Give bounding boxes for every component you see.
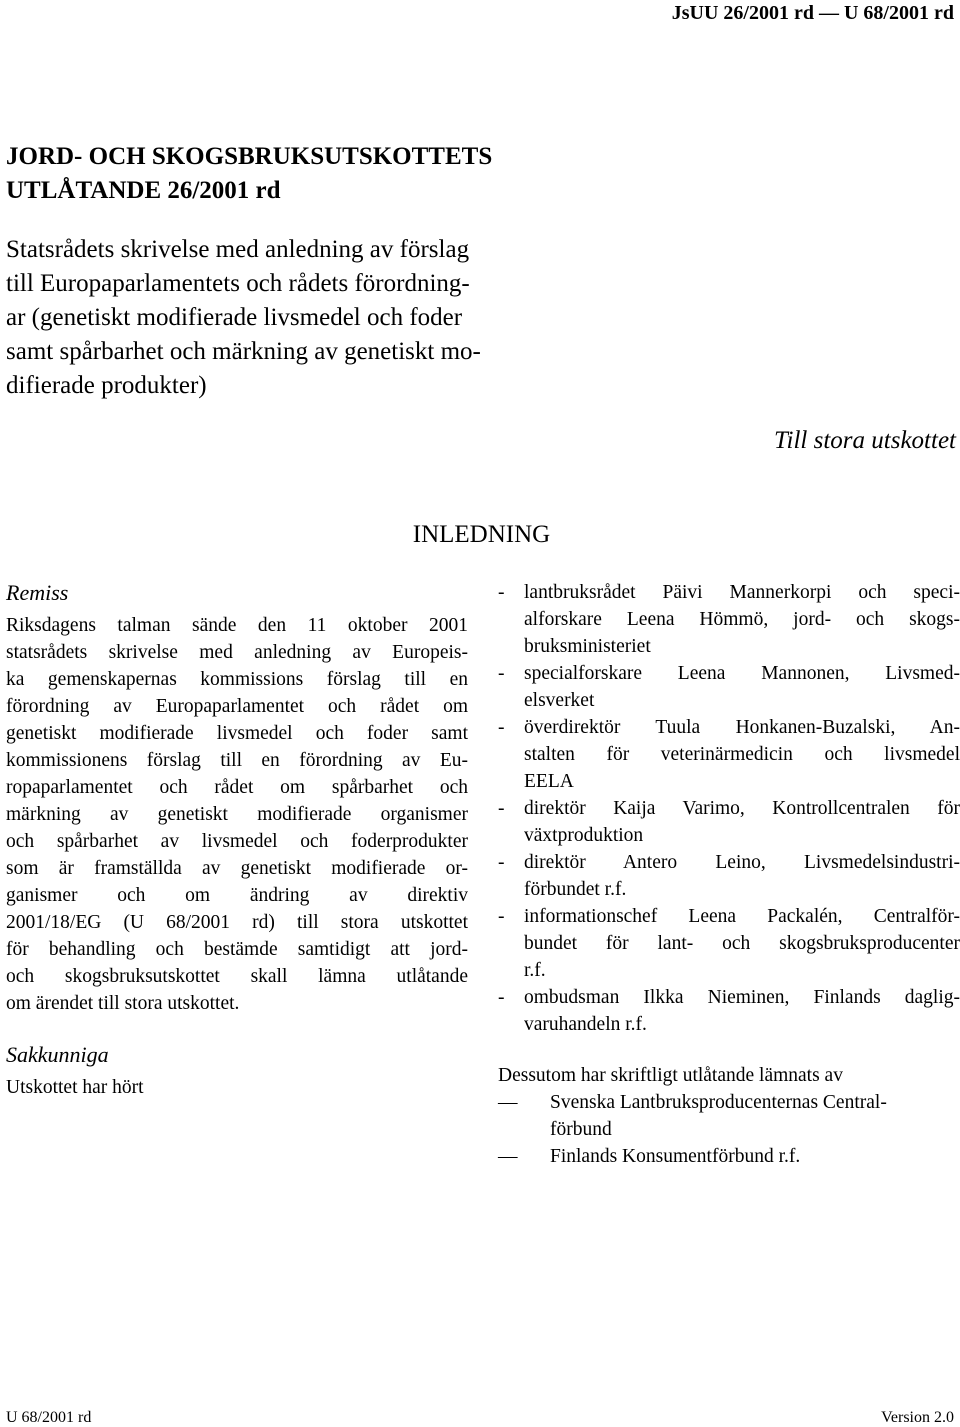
list-marker: - [498, 798, 505, 819]
paragraph-line: Riksdagens talman sände den 11 oktober 2001 [6, 615, 468, 636]
remiss-paragraph [6, 612, 468, 1017]
destination-committee: Till stora utskottet [774, 427, 956, 454]
item-line: lantbruksrådet Päivi Mannerkorpi och speci- [524, 582, 960, 603]
item-line: alforskare Leena Hömmö, jord- och skogs- [524, 609, 960, 630]
item-line: förbundet r.f. [524, 879, 627, 900]
item-line: växtproduktion [524, 825, 644, 846]
left-column [6, 579, 468, 1101]
expert-item [498, 579, 960, 660]
document-title [6, 140, 566, 208]
paragraph-line: kommissionens förslag till en förordning av Eu- [6, 750, 468, 771]
paragraph-line: ropaparlamentet och rådet om spårbarhet och [6, 777, 468, 798]
subtitle-line: samt spårbarhet och märkning av genetiskt mo- [6, 338, 481, 365]
item-line: förbund [550, 1119, 612, 1140]
paragraph-line: som är framställda av genetiskt modifierade or- [6, 858, 468, 879]
list-marker: - [498, 663, 505, 684]
title-line: UTLÅTANDE 26/2001 rd [6, 177, 281, 204]
item-line: bundet för lant- och skogsbruksproducenter [524, 933, 960, 954]
item-line: elsverket [524, 690, 595, 711]
sakkunniga-heading: Sakkunniga [6, 1042, 109, 1067]
paragraph-line: om ärendet till stora utskottet. [6, 993, 240, 1014]
expert-item [498, 903, 960, 984]
expert-item [498, 660, 960, 714]
item-line: Finlands Konsumentförbund r.f. [550, 1146, 801, 1167]
item-line: direktör Antero Leino, Livsmedelsindustri- [524, 852, 960, 873]
expert-item [498, 984, 960, 1038]
list-marker: - [498, 582, 505, 603]
expert-item [498, 714, 960, 795]
item-line: stalten för veterinärmedicin och livsmedel [524, 744, 960, 765]
written-statement-item [498, 1089, 960, 1143]
item-line: varuhandeln r.f. [524, 1014, 647, 1035]
spacer [6, 1017, 468, 1041]
subtitle-line: difierade produkter) [6, 372, 207, 399]
running-header: JsUU 26/2001 rd — U 68/2001 rd [671, 2, 954, 24]
paragraph-line: och skogsbruksutskottet skall lämna utlåtande [6, 966, 468, 987]
document-subtitle [6, 233, 566, 403]
right-column [498, 579, 960, 1170]
dash-marker: — [498, 1092, 518, 1113]
expert-item [498, 795, 960, 849]
subtitle-line: Statsrådets skrivelse med anledning av förslag [6, 236, 470, 263]
remiss-heading: Remiss [6, 580, 69, 605]
footer-document-id: U 68/2001 rd [6, 1409, 92, 1426]
subtitle-line: till Europaparlamentets och rådets förordning- [6, 270, 470, 297]
item-line: Svenska Lantbruksproducenternas Central- [550, 1092, 887, 1113]
paragraph-line: märkning av genetiskt modifierade organismer [6, 804, 468, 825]
item-line: specialforskare Leena Mannonen, Livsmed- [524, 663, 960, 684]
list-marker: - [498, 987, 505, 1008]
dash-marker: — [498, 1146, 518, 1167]
subtitle-line: ar (genetiskt modifierade livsmedel och foder [6, 304, 463, 331]
expert-item [498, 849, 960, 903]
item-line: ombudsman Ilkka Nieminen, Finlands daglig- [524, 987, 960, 1008]
paragraph-line: för behandling och bestämde samtidigt att jord- [6, 939, 468, 960]
paragraph-line: 2001/18/EG (U 68/2001 rd) till stora utskottet [6, 912, 468, 933]
item-line: överdirektör Tuula Honkanen-Buzalski, An- [524, 717, 960, 738]
paragraph-line: ka gemenskapernas kommissions förslag till en [6, 669, 468, 690]
item-line: informationschef Leena Packalén, Centralför- [524, 906, 960, 927]
list-marker: - [498, 717, 505, 738]
list-marker: - [498, 906, 505, 927]
written-statements-intro: Dessutom har skriftligt utlåtande lämnats av [498, 1065, 843, 1086]
paragraph-line: statsrådets skrivelse med anledning av Europeis- [6, 642, 468, 663]
footer-version: Version 2.0 [881, 1409, 954, 1426]
list-marker: - [498, 852, 505, 873]
written-statement-item [498, 1143, 960, 1170]
title-line: JORD- OCH SKOGSBRUKSUTSKOTTETS [6, 143, 493, 170]
paragraph-line: ganismer och om ändring av direktiv [6, 885, 468, 906]
paragraph-line: och spårbarhet av livsmedel och foderprodukter [6, 831, 468, 852]
item-line: bruksministeriet [524, 636, 651, 657]
item-line: direktör Kaija Varimo, Kontrollcentralen för [524, 798, 960, 819]
item-line: r.f. [524, 960, 546, 981]
paragraph-line: förordning av Europaparlamentet och rådet om [6, 696, 468, 717]
section-heading: INLEDNING [412, 521, 551, 548]
sakkunniga-intro: Utskottet har hört [6, 1077, 144, 1098]
paragraph-line: genetiskt modifierade livsmedel och foder samt [6, 723, 468, 744]
item-line: EELA [524, 771, 574, 792]
